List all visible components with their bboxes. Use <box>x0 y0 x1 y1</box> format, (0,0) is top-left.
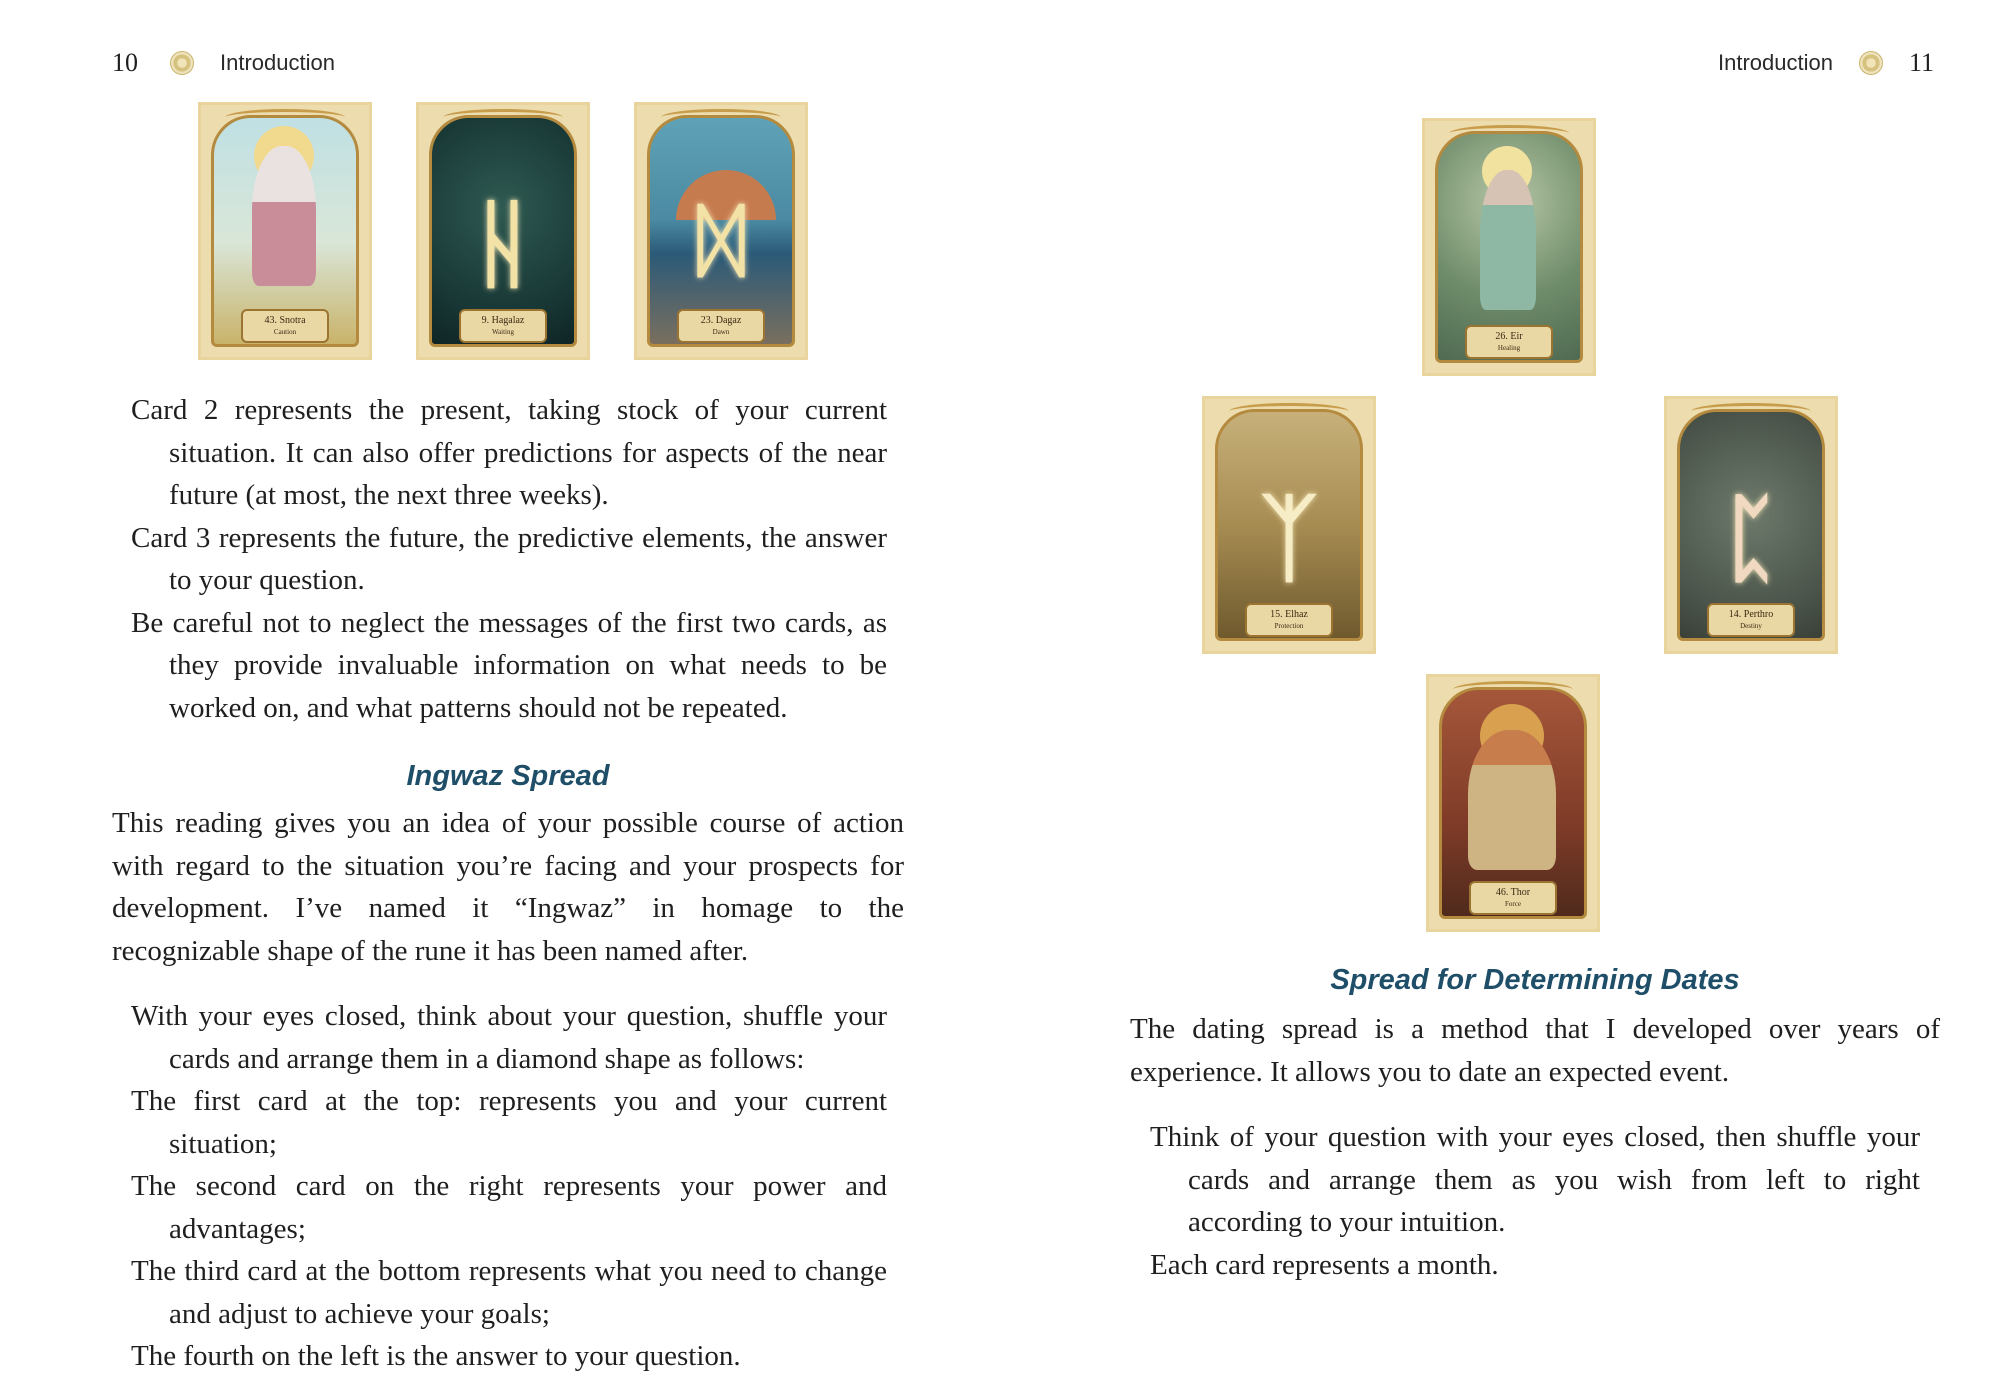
section-intro <box>1130 1008 1940 1093</box>
card-eir <box>1422 118 1596 376</box>
rune-perthro-icon: ᛈ <box>1722 482 1780 594</box>
card-subtitle: Force <box>1505 900 1521 908</box>
instruction-item: The fourth on the left is the answer to your question. <box>131 1340 741 1372</box>
card-title: 26. Eir <box>1495 331 1523 342</box>
card-frame <box>1229 403 1349 420</box>
card-frame <box>225 109 345 126</box>
card-frame <box>1691 403 1811 420</box>
card-label <box>241 309 329 343</box>
instruction-item: The second card on the right represents your power and advantages; <box>131 1170 887 1245</box>
card-title: 46. Thor <box>1495 887 1531 898</box>
card-title: 14. Perthro <box>1728 609 1774 620</box>
card-thor <box>1426 674 1600 932</box>
paragraph: The dating spread is a method that I developed over years of experience. It allows you to date an expected event. <box>1130 1013 1940 1088</box>
card-label <box>1465 325 1553 359</box>
paragraph: Card 3 represents the future, the predictive elements, the answer to your question. <box>131 521 887 596</box>
card-title: 43. Snotra <box>264 315 306 326</box>
card-title: 23. Dagaz <box>700 315 742 326</box>
running-head-title: Introduction <box>220 50 335 75</box>
card-label <box>459 309 547 343</box>
card-subtitle: Healing <box>1497 344 1521 352</box>
card-subtitle: Protection <box>1274 622 1304 630</box>
running-head-right <box>1718 48 1934 78</box>
right-page <box>1008 0 2016 1400</box>
ornament-icon <box>170 51 194 75</box>
running-head-title: Introduction <box>1717 50 1833 75</box>
ornament-icon <box>1859 51 1883 75</box>
instruction-item: Think of your question with your eyes closed, then shuffle your cards and arrange them as you wish from left to right according to your intuition. <box>1150 1121 1920 1238</box>
card-frame <box>661 109 781 126</box>
card-label <box>1469 881 1557 915</box>
card-title: 15. Elhaz <box>1270 609 1308 620</box>
figure <box>252 146 316 286</box>
card-frame <box>1453 681 1573 698</box>
instructions <box>1150 1116 1920 1286</box>
card-frame <box>443 109 563 126</box>
card-hagalaz <box>416 102 590 360</box>
figure <box>1468 730 1556 870</box>
card-subtitle: Dawn <box>712 328 730 336</box>
paragraph: This reading gives you an idea of your possible course of action with regard to the situation you’re facing and your prospects for development. I’ve named it “Ingwaz” in homage to the recognizable shape of the rune it has been named after. <box>112 807 904 967</box>
rune-dagaz-icon: ᛞ <box>697 194 745 287</box>
card-perthro <box>1664 396 1838 654</box>
instructions <box>131 995 887 1378</box>
card-label <box>1707 603 1795 637</box>
card-label <box>1245 603 1333 637</box>
card-subtitle: Caution <box>273 328 297 336</box>
card-title: 9. Hagalaz <box>481 315 525 326</box>
rune-hagalaz-icon: ᚺ <box>474 188 532 300</box>
paragraph: Card 2 represents the present, taking stock of your current situation. It can also offer predictions for aspects of the near future (at most, the next three weeks). <box>131 394 887 511</box>
card-snotra <box>198 102 372 360</box>
section-heading: Ingwaz Spread <box>406 760 610 792</box>
card-dagaz <box>634 102 808 360</box>
page-number: 10 <box>112 48 138 77</box>
section-heading: Spread for Determining Dates <box>1330 964 1740 996</box>
card-elhaz <box>1202 396 1376 654</box>
instruction-item: The first card at the top: represents you and your current situation; <box>131 1085 887 1160</box>
rune-elhaz-icon: ᛉ <box>1260 482 1318 594</box>
instruction-item: Each card represents a month. <box>1150 1248 1499 1281</box>
card-subtitle: Waiting <box>492 328 514 336</box>
paragraph: Be careful not to neglect the messages of the first two cards, as they provide invaluable information on what needs to be worked on, and what patterns should not be repeated. <box>131 606 887 724</box>
card-label <box>677 309 765 343</box>
card-frame <box>1449 125 1569 142</box>
running-head-left <box>112 48 335 78</box>
instruction-item: With your eyes closed, think about your question, shuffle your cards and arrange them in a diamond shape as follows: <box>131 1000 887 1075</box>
section-intro <box>112 802 904 972</box>
instruction-item: The third card at the bottom represents what you need to change and adjust to achieve your goals; <box>131 1255 887 1330</box>
card-subtitle: Destiny <box>1740 622 1762 630</box>
figure <box>1480 170 1536 310</box>
card-meanings <box>131 389 887 729</box>
page-number: 11 <box>1908 48 1934 77</box>
